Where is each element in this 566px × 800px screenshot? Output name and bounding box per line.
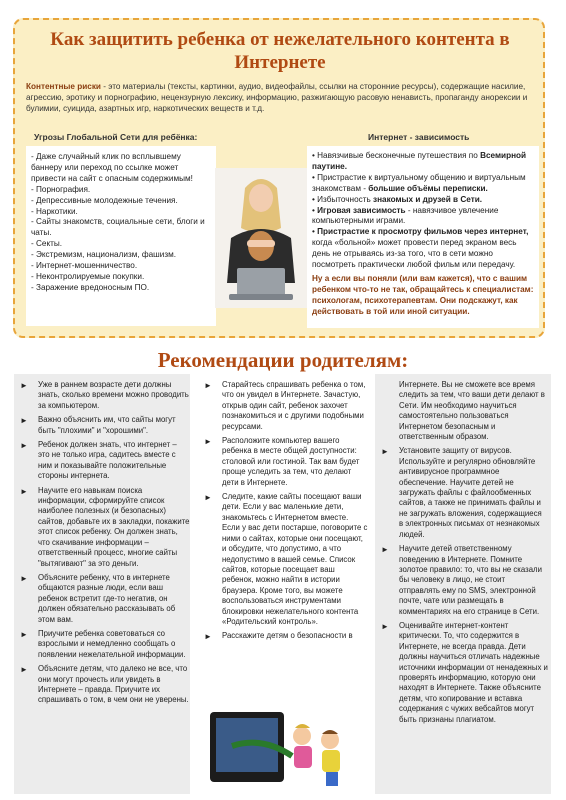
arrow-right-icon: ► [20,486,28,496]
recommendations-title: Рекомендации родителям: [157,348,409,372]
continued-paragraph: Интернете. Вы не сможете все время следить за тем, что ваши дети делают в Сети. Им необходимо научиться самостоятельно пользоваться Интернетом безопасным и ответственным образом. [399,380,545,442]
recommendations-column-2 [204,380,368,646]
list-item: ► Ребенок должен знать, что интернет – это не только игра, садитесь вместе с ним и показывайте положительные стороны интернета. [20,440,177,481]
arrow-right-icon: ► [381,545,389,555]
addiction-item: • Навязчивые бесконечные путешествия по Всемирной паутине. [312,151,527,171]
addiction-item: • Избыточность знакомых и друзей в Сети. [312,194,483,204]
arrow-right-icon: ► [20,416,28,426]
list-item: ► Уже в раннем возрасте дети должны знать, сколько времени можно проводить за компьютером. [20,380,189,410]
threat-item: - Сайты знакомств, социальные сети, блоги и чаты. [31,217,205,238]
arrow-right-icon: ► [20,381,28,390]
list-item: ► Расскажите детям о безопасности в [204,631,353,642]
list-item: ► Объясните ребенку, что в интернете общаются разные люди, если ваш ребенок встретит где-то негатив, он должен обязательно рассказывать об этом вам. [20,572,176,624]
arrow-right-icon: ► [381,447,389,457]
threat-item: - Депрессивные молодежные течения. [31,195,178,205]
content-risks-paragraph [26,82,536,114]
addiction-item: • Пристрастие к виртуальному общению и виртуальным знакомствам - большие объёмы переписки. [312,172,526,193]
threat-item: - Неконтролируемые покупки. [31,271,145,281]
arrow-right-icon: ► [20,629,28,639]
content-risks-text: - это материалы (тексты, картинки, аудио, видеофайлы, ссылки на сторонние ресурсы), содержащие насилие, агрессию, эротику и порнографию, нецензурную лексику, информацию, разжигающую расовую ненависть, пропаганду анорексии и булимии, суицида, азартных игр, наркотических веществ и т.д. [26,82,528,113]
list-item: ► Научите детей ответственному поведению в Интернете. Помните золотое правило: то, что вы не сказали бы человеку в лицо, не стоит отправлять ему по SMS, электронной почте, чате или размещать в комментариях на его странице в Сети. [381,544,542,616]
arrow-right-icon: ► [204,381,212,390]
list-item: ► Следите, какие сайты посещают ваши дети. Если у вас маленькие дети, знакомьтесь с Интернетом вместе. Если у вас дети постарше, поговорите с ними о сайтах, которые они посещают, и обсудите, что допустимо, а что недопустимо в вашей семье. Список сайтов, которые посещает ваш ребенок, можно найти в истории браузера. Кроме того, вы можете воспользоваться инструментами блокировки нежелательного контента «Родительский контроль». [204,492,368,626]
list-item: ► Объясните детям, что далеко не все, что они могут прочесть или увидеть в Интернете – правда. Приучите их спрашивать о том, в чем они не уверены. [20,664,189,705]
list-item: ► Установите защиту от вирусов. Используйте и регулярно обновляйте антивирусное программное обеспечение. Научите детей не загружать файлы с файлообменных сайтов, а также не принимать файлы и не загружать вложения, содержащиеся в электронных письмах от незнакомых людей. [381,446,542,539]
addiction-item: • Пристрастие к просмотру фильмов через интернет, когда «больной» может провести перед экраном весь день не отрываясь из-за того, что в сети можно посмотреть практически любой фильм или передачу. [312,227,529,270]
arrow-right-icon: ► [20,441,28,451]
threat-item: - Даже случайный клик по всплывшему баннеру или переход по ссылке может привести на сайт с опасным содержимым! [31,152,193,183]
list-item: ► Старайтесь спрашивать ребенка о том, что он увидел в Интернете. Зачастую, открыв один сайт, ребенок захочет познакомиться и с другими подобными ресурсами. [204,380,366,431]
recommendations-column-3 [381,380,548,729]
children-computer-illustration [202,706,366,796]
list-item: ► Расположите компьютер вашего ребенка в месте общей доступности: столовой или гостиной. Так вам будет проще уследить за тем, что делают дети в Интернете. [204,436,360,487]
arrow-right-icon: ► [20,665,28,675]
addiction-item: • Игровая зависимость - навязчивое увлечение компьютерными играми. [312,205,499,226]
list-item: ► Важно объяснить им, что сайты могут быть "плохими" и "хорошими". [20,415,176,435]
arrow-right-icon: ► [204,437,212,447]
threats-heading: Угрозы Глобальной Сети для ребёнка: [34,132,198,142]
arrow-right-icon: ► [204,493,212,503]
arrow-right-icon: ► [20,573,28,583]
threats-list [26,146,216,326]
list-item: ► Научите его навыкам поиска информации, сформируйте список наиболее полезных (и безопасных) сайтов, добавьте их в закладки, покажите этот список ребенку. Он должен знать, что скачивание информации – ответственный процесс, многие сайты "вытягивают" за это деньги. [20,485,190,568]
list-item: ► Приучите ребенка советоваться со взрослыми и немедленно сообщать о появлении нежелательной информации. [20,628,186,659]
content-risks-lead: Контентные риски [26,82,101,91]
recommendations-column-1 [20,380,190,710]
threat-item: - Интернет-мошенничество. [31,261,138,271]
arrow-right-icon: ► [204,632,212,642]
addiction-list [307,146,539,328]
threat-item: - Экстремизм, национализм, фашизм. [31,250,176,260]
threat-item: - Заражение вредоносным ПО. [31,282,150,292]
page-title: Как защитить ребенка от нежелательного контента в Интернете [50,29,510,73]
specialist-note: Ну а если вы поняли (или вам кажется), что с вашим ребенком что-то не так, обращайтесь к специалистам: психологам, психотерапевтам. Они подскажут, как действовать в той или иной ситуации. [312,273,534,316]
mother-child-laptop-photo [215,168,307,308]
addiction-heading: Интернет - зависимость [368,132,470,142]
threat-item: - Секты. [31,239,63,249]
list-item: ► Оценивайте интернет-контент критически. То, что содержится в Интернете, не всегда правда. Дети должны научиться отличать надежные источники информации от ненадежных и проверять информацию, которую они находят в Интернете. Также объясните детям, что копирование и вставка содержания с чужих вебсайтов могут быть признаны плагиатом. [381,620,548,724]
threat-item: - Наркотики. [31,206,78,216]
arrow-right-icon: ► [381,621,389,631]
threat-item: - Порнография. [31,184,91,194]
